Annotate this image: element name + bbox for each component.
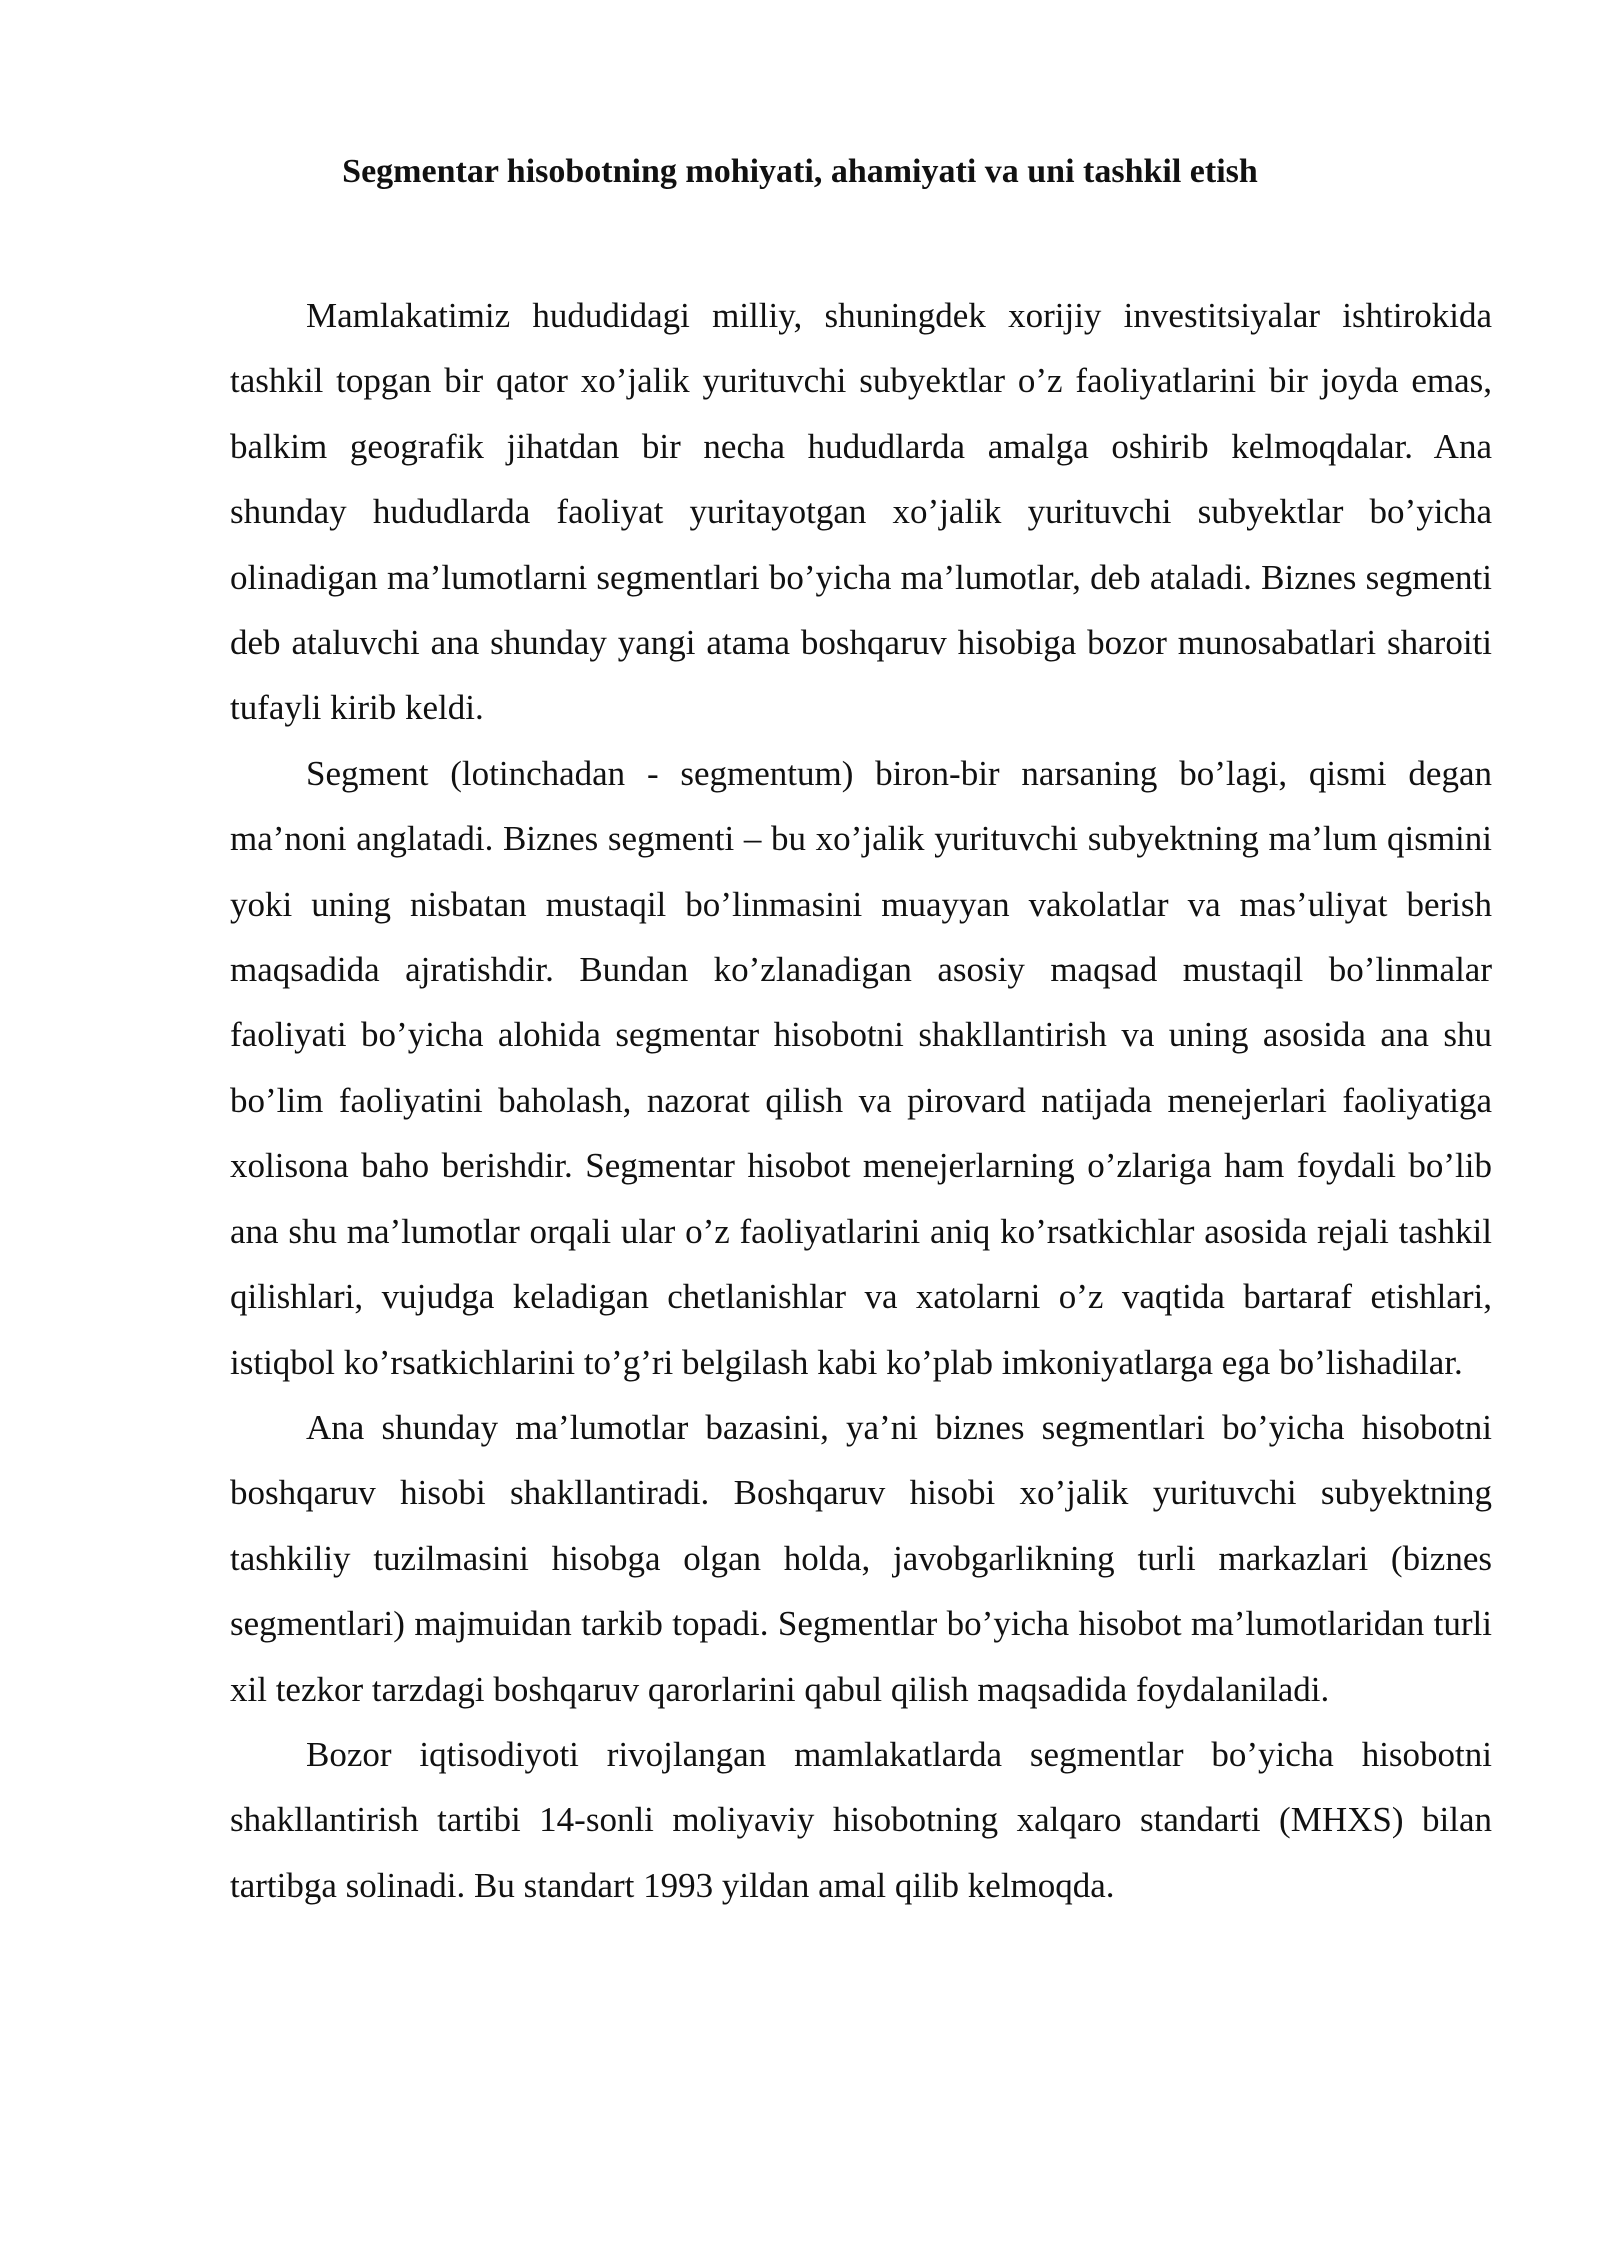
paragraph-2: Segment (lotinchadan - segmentum) biron-bir narsaning bo’lagi, qismi degan ma’noni anglatadi. Biznes segmenti – bu xo’jalik yurituvchi subyektning ma’lum qismini yoki uning nisbatan mustaqil bo’linmasini muayyan vakolatlar va mas’uliyat berish maqsadida ajratishdir. Bundan ko’zlanadigan asosiy maqsad mustaqil bo’linmalar faoliyati bo’yicha alohida segmentar hisobotni shakllantirish va uning asosida ana shu bo’lim faoliyatini baholash, nazorat qilish va pirovard natijada menejerlari faoliyatiga xolisona baho berishdir. Segmentar hisobot menejerlarning o’zlariga ham foydali bo’lib ana shu ma’lumotlar orqali ular o’z faoliyatlarini aniq ko’rsatkichlar asosida rejali tashkil qilishlari, vujudga keladigan chetlanishlar va xatolarni o’z vaqtida bartaraf etishlari, istiqbol ko’rsatkichlarini to’g’ri belgilash kabi ko’plab imkoniyatlarga ega bo’lishadilar. xyxy=(230,753,1492,1382)
paragraph-1: Mamlakatimiz hududidagi milliy, shuningdek xorijiy investitsiyalar ishtirokida tashkil topgan bir qator xo’jalik yurituvchi subyektlar o’z faoliyatlarini bir joyda emas, balkim geografik jihatdan bir necha hududlarda amalga oshirib kelmoqdalar. Ana shunday hududlarda faoliyat yuritayotgan xo’jalik yurituvchi subyektlar bo’yicha olinadigan ma’lumotlarni segmentlari bo’yicha ma’lumotlar, deb ataladi. Biznes segmenti deb ataluvchi ana shunday yangi atama boshqaruv hisobiga bozor munosabatlari sharoiti tufayli kirib keldi. xyxy=(230,296,1492,728)
document-body xyxy=(230,283,1492,1918)
paragraph-3: Ana shunday ma’lumotlar bazasini, ya’ni biznes segmentlari bo’yicha hisobotni boshqaruv hisobi shakllantiradi. Boshqaruv hisobi xo’jalik yurituvchi subyektning tashkiliy tuzilmasini hisobga olgan holda, javobgarlikning turli markazlari (biznes segmentlari) majmuidan tarkib topadi. Segmentlar bo’yicha hisobot ma’lumotlaridan turli xil tezkor tarzdagi boshqaruv qarorlarini qabul qilish maqsadida foydalaniladi. xyxy=(230,1407,1492,1709)
paragraph-4: Bozor iqtisodiyoti rivojlangan mamlakatlarda segmentlar bo’yicha hisobotni shakllantirish tartibi 14-sonli moliyaviy hisobotning xalqaro standarti (MHXS) bilan tartibga solinadi. Bu standart 1993 yildan amal qilib kelmoqda. xyxy=(230,1734,1492,1905)
document-title: Segmentar hisobotning mohiyati, ahamiyati va uni tashkil etish xyxy=(342,153,1258,190)
